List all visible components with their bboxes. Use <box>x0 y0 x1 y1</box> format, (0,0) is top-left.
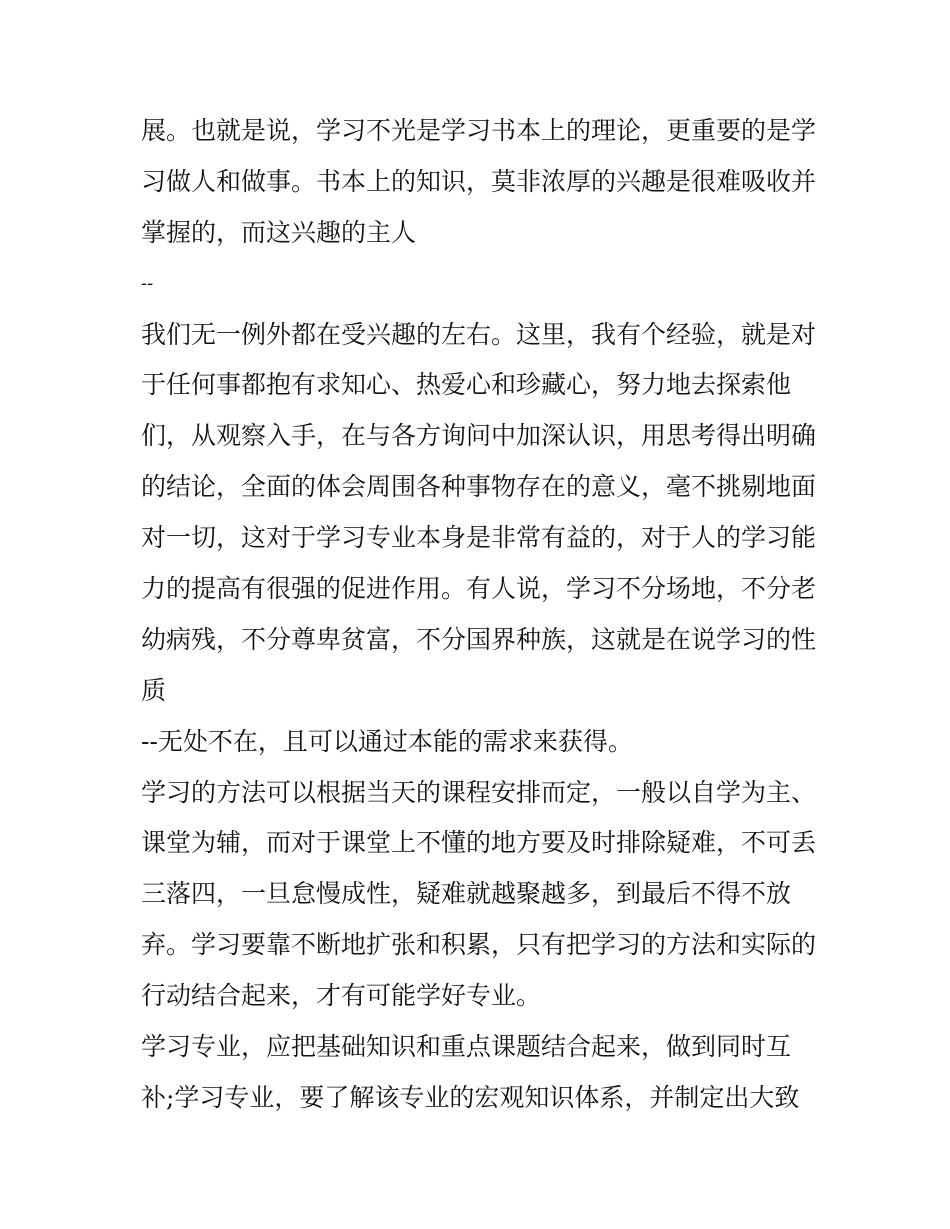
text-line: 的结论，全面的体会周围各种事物存在的意义，毫不挑剔地面 <box>141 472 817 502</box>
text-line: 对一切，这对于学习专业本身是非常有益的，对于人的学习能 <box>141 523 817 553</box>
body-text <box>141 106 821 1124</box>
text-line: 学习专业，应把基础知识和重点课题结合起来，做到同时互 <box>141 1032 792 1062</box>
text-line: 于任何事都抱有求知心、热爱心和珍藏心，努力地去探索他 <box>141 370 792 400</box>
text-line: 三落四，一旦怠慢成性，疑难就越聚越多，到最后不得不放 <box>141 879 792 909</box>
separator-line: -- <box>141 272 154 294</box>
text-line: 补;学习专业，要了解该专业的宏观知识体系，并制定出大致 <box>141 1082 800 1112</box>
text-line: 学习的方法可以根据当天的课程安排而定，一般以自学为主、 <box>141 777 817 807</box>
text-line: 行动结合起来，才有可能学好专业。 <box>141 981 542 1011</box>
text-line: 幼病残，不分尊卑贫富，不分国界种族，这就是在说学习的性 <box>141 624 817 654</box>
text-line: 习做人和做事。书本上的知识，莫非浓厚的兴趣是很难吸收并 <box>141 166 817 196</box>
text-line: 质 <box>141 675 167 705</box>
text-line: --无处不在，且可以通过本能的需求来获得。 <box>141 726 633 756</box>
text-line: 们，从观察入手，在与各方询问中加深认识，用思考得出明确 <box>141 421 817 451</box>
text-line: 弃。学习要靠不断地扩张和积累，只有把学习的方法和实际的 <box>141 930 817 960</box>
text-line: 我们无一例外都在受兴趣的左右。这里，我有个经验，就是对 <box>141 319 817 349</box>
text-line: 力的提高有很强的促进作用。有人说，学习不分场地，不分老 <box>141 574 817 604</box>
text-line: 掌握的，而这兴趣的主人 <box>141 217 417 247</box>
text-line: 课堂为辅，而对于课堂上不懂的地方要及时排除疑难，不可丢 <box>141 828 817 858</box>
text-line: 展。也就是说，学习不光是学习书本上的理论，更重要的是学 <box>141 116 817 145</box>
